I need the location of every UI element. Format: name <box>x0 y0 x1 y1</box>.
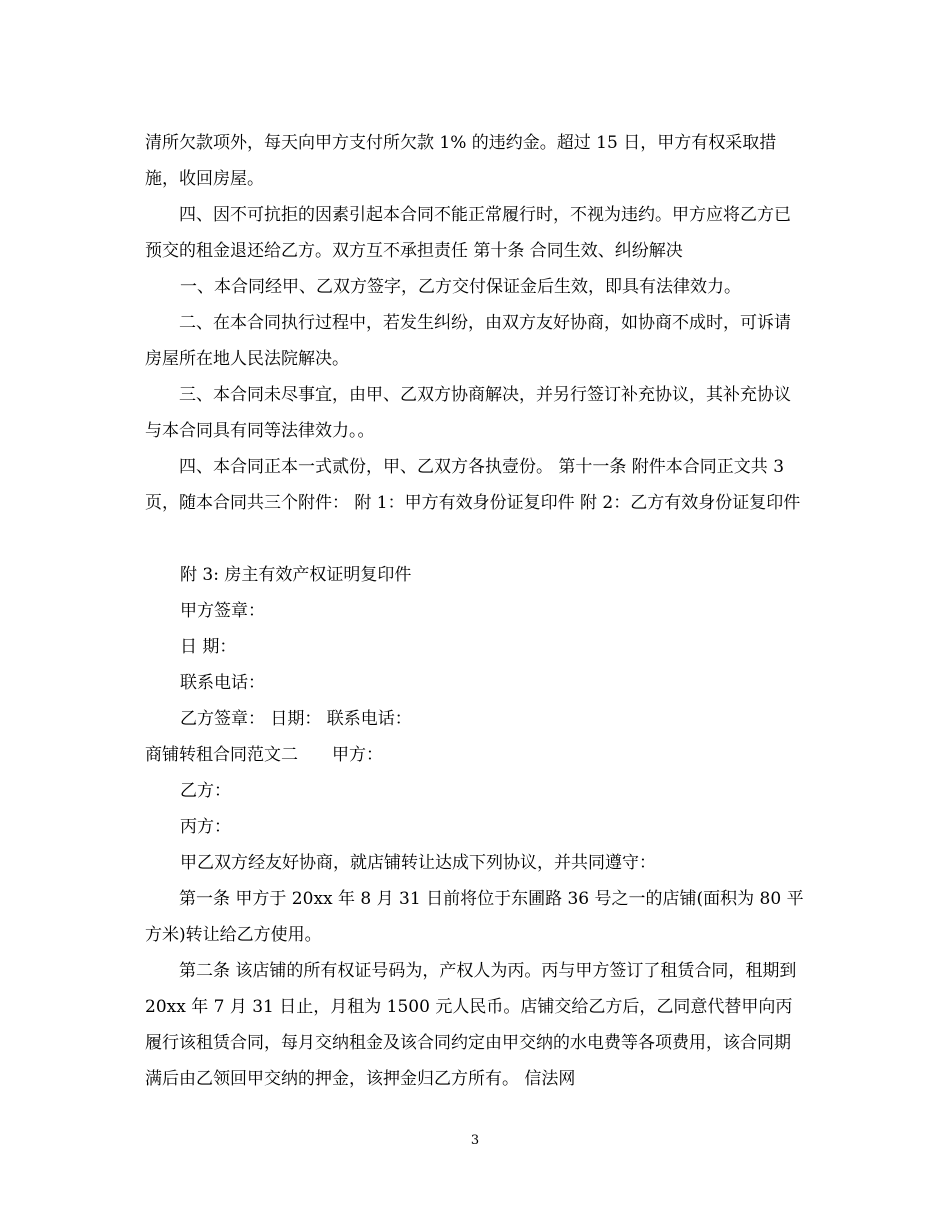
date-line: 日 期： <box>180 637 237 657</box>
page-number: 3 <box>470 1133 480 1148</box>
article-1: 第一条 甲方于 20xx 年 8 月 31 日前将位于东圃路 36 号之一的店铺(面积为 80 平方米)转让给乙方使用。 <box>145 889 804 945</box>
attachment-3: 附 3: 房主有效产权证明复印件 <box>180 565 412 585</box>
phone-line: 联系电话： <box>180 673 265 693</box>
paragraph-supplement: 三、本合同未尽事宜，由甲、乙双方协商解决，并另行签订补充协议，其补充协议与本合同具有同等法律效力。。 <box>145 385 791 441</box>
article-2: 第二条 该店铺的所有权证号码为，产权人为丙。丙与甲方签订了租赁合同，租期到 20xx 年 7 月 31 日止，月租为 1500 元人民币。店铺交给乙方后，乙同意代替甲向丙履行该租赁合同，每月交纳租金及该合同约定由甲交纳的水电费等各项费用，该合同期满后由乙领回甲交纳的押金，该押金归乙方所有。 信法网 <box>145 961 797 1089</box>
paragraph-force-majeure: 四、因不可抗拒的因素引起本合同不能正常履行时，不视为违约。甲方应将乙方已预交的租金退还给乙方。双方互不承担责任 第十条 合同生效、纠纷解决 <box>145 205 791 261</box>
second-contract-title: 商铺转租合同范文二 <box>145 745 298 765</box>
paragraph-dispute: 二、在本合同执行过程中，若发生纠纷，由双方友好协商，如协商不成时，可诉请房屋所在地人民法院解决。 <box>145 313 791 369</box>
paragraph-effective: 一、本合同经甲、乙双方签字，乙方交付保证金后生效，即具有法律效力。 <box>180 277 741 297</box>
party-b-label: 乙方： <box>180 781 231 801</box>
paragraph-penalty-clause: 清所欠款项外，每天向甲方支付所欠款 1% 的违约金。超过 15 日，甲方有权采取措施，收回房屋。 <box>145 133 777 189</box>
second-contract-title-line <box>145 737 383 773</box>
party-c-label: 丙方： <box>180 817 231 837</box>
party-b-signature-line: 乙方签章： 日期： 联系电话： <box>180 709 412 729</box>
agreement-intro: 甲乙双方经友好协商，就店铺转让达成下列协议，并共同遵守： <box>180 853 656 873</box>
party-a-label: 甲方： <box>332 745 383 765</box>
paragraph-copies-attachments: 四、本合同正本一式贰份，甲、乙双方各执壹份。 第十一条 附件本合同正文共 3 页，随本合同共三个附件： 附 1：甲方有效身份证复印件 附 2：乙方有效身份证复印件 <box>145 457 801 513</box>
party-a-signature: 甲方签章： <box>180 601 265 621</box>
